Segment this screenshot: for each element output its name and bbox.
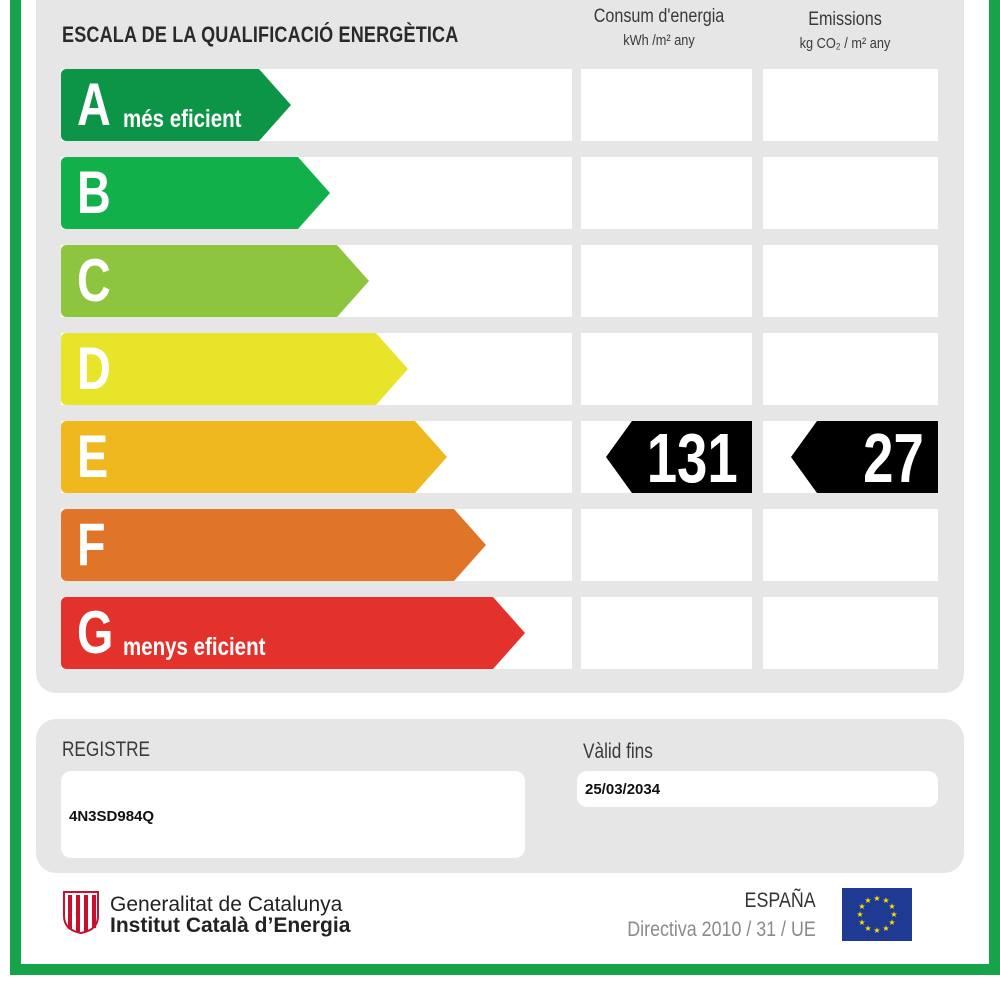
- emissions-cell: [763, 333, 938, 405]
- registry-value: 4N3SD984Q: [69, 808, 155, 825]
- emissions-column-header: [762, 9, 928, 52]
- eu-flag-icon: [842, 888, 912, 941]
- class-arrow-c: [61, 245, 369, 317]
- svg-text:★: ★: [864, 896, 872, 905]
- class-letter: C: [77, 247, 111, 314]
- energy-header-line1: Consum d'energia: [593, 6, 725, 27]
- class-sublabel: menys eficient: [123, 633, 266, 661]
- emissions-cell: [763, 69, 938, 141]
- class-sublabel: més eficient: [123, 105, 242, 133]
- energy-cell: [581, 245, 752, 317]
- svg-text:★: ★: [882, 924, 890, 933]
- class-arrow-a: [61, 69, 291, 141]
- svg-text:★: ★: [873, 894, 881, 903]
- svg-text:★: ★: [888, 918, 896, 927]
- org-line2: Institut Català d’Energia: [110, 914, 351, 937]
- class-arrow-b: [61, 157, 330, 229]
- registry-label: REGISTRE: [62, 738, 151, 761]
- emissions-header-line1: Emissions: [808, 9, 882, 30]
- class-letter: E: [77, 423, 109, 490]
- class-arrow-f: [61, 509, 486, 581]
- arrow-shape: [61, 333, 408, 405]
- svg-text:★: ★: [890, 910, 898, 919]
- valid-until-value: 25/03/2034: [585, 781, 661, 798]
- svg-text:★: ★: [888, 902, 896, 911]
- class-arrow-e: [61, 421, 447, 493]
- svg-text:★: ★: [858, 902, 866, 911]
- emissions-cell: [763, 157, 938, 229]
- valid-until-label: Vàlid fins: [583, 740, 653, 763]
- energy-cell: [581, 333, 752, 405]
- emissions-cell: [763, 597, 938, 669]
- svg-text:★: ★: [864, 924, 872, 933]
- svg-text:★: ★: [882, 896, 890, 905]
- class-arrow-g: [61, 597, 525, 669]
- energy-header-unit: kWh /m² any: [623, 32, 695, 49]
- class-letter: G: [77, 599, 114, 666]
- arrow-shape: [61, 421, 447, 493]
- class-letter: F: [77, 511, 106, 578]
- emissions-cell: [763, 509, 938, 581]
- emissions-rating-badge: [791, 419, 938, 497]
- emissions-rating-badge-value: 27: [863, 419, 924, 497]
- scale-title: ESCALA DE LA QUALIFICACIÓ ENERGÈTICA: [62, 22, 459, 47]
- catalonia-shield-icon: [62, 890, 100, 934]
- class-letter: D: [77, 335, 111, 402]
- svg-text:★: ★: [873, 926, 881, 935]
- energy-rating-badge: [606, 419, 752, 497]
- class-arrow-d: [61, 333, 408, 405]
- energy-rating-badge-value: 131: [646, 419, 738, 497]
- energy-column-header: [574, 6, 744, 49]
- class-letter: A: [77, 71, 111, 138]
- directive-label: Directiva 2010 / 31 / UE: [627, 918, 816, 941]
- energy-cell: [581, 509, 752, 581]
- svg-text:★: ★: [856, 910, 864, 919]
- energy-cell: [581, 597, 752, 669]
- emissions-cell: [763, 245, 938, 317]
- svg-text:★: ★: [858, 918, 866, 927]
- emissions-header-unit: kg CO₂ / m² any: [799, 35, 891, 52]
- country-label: ESPAÑA: [744, 889, 816, 912]
- energy-cell: [581, 69, 752, 141]
- energy-cell: [581, 157, 752, 229]
- org-line1: Generalitat de Catalunya: [110, 893, 343, 916]
- class-letter: B: [77, 159, 111, 226]
- arrow-shape: [61, 509, 486, 581]
